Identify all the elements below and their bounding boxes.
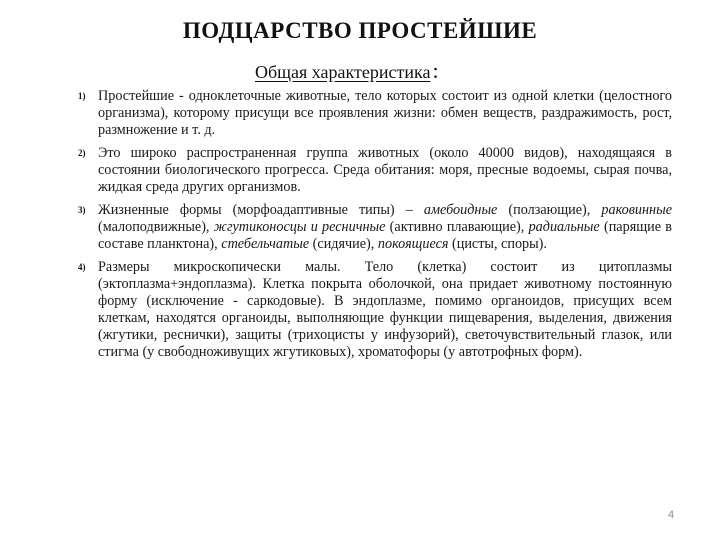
- text-run: (активно плавающие),: [385, 219, 529, 235]
- italic-term: покоящиеся: [377, 236, 449, 252]
- italic-term: жгутиконосцы и ресничные: [213, 219, 386, 235]
- item-number: 4): [78, 262, 86, 272]
- text-run: (цисты, споры).: [448, 236, 547, 252]
- text-run: Простейшие - одноклеточные животные, тело которых состоит из одной клетки (целостного организма), которому присущи все проявления жизни: обмен веществ, раздражимость, рост, размножение и т. д.: [98, 88, 672, 138]
- slide-subtitle: [255, 58, 439, 84]
- list-item: [78, 88, 672, 139]
- subtitle-text: Общая характеристика: [255, 62, 431, 82]
- item-number: 3): [78, 205, 86, 215]
- text-run: Размеры микроскопически малы. Тело (клетка) состоит из цитоплазмы (эктоплазма+эндоплазма). Клетка покрыта оболочкой, она придает животному постоянную форму (исключение - саркодовые). В эндоплазме, помимо органоидов, присущих всем клеткам, находятся органоиды, выполняющие функции пищеварения, выделения, движения (жгутики, реснички), защиты (трихоцисты у инфузорий), светочувствительный глазок, или стигма (у свободноживущих жгутиковых), хроматофоры (у автотрофных форм).: [98, 259, 672, 360]
- text-run: (парящие в составе планктона),: [98, 219, 672, 252]
- list-item: [78, 202, 672, 253]
- italic-term: раковинные: [601, 202, 672, 218]
- italic-term: стебельчатые: [221, 236, 310, 252]
- text-run: (ползающие),: [497, 202, 602, 218]
- item-text: [98, 259, 672, 361]
- italic-term: радиальные: [528, 219, 600, 235]
- subtitle-colon: :: [432, 58, 439, 83]
- slide-title: ПОДЦАРСТВО ПРОСТЕЙШИЕ: [182, 18, 538, 43]
- item-number: 2): [78, 148, 86, 158]
- characteristics-list: [78, 88, 672, 367]
- text-run: Жизненные формы (морфоадаптивные типы) –: [98, 202, 424, 218]
- text-run: (сидячие),: [309, 236, 378, 252]
- text-run: (малоподвижные),: [98, 219, 214, 235]
- item-number: 1): [78, 91, 86, 101]
- italic-term: амебоидные: [423, 202, 498, 218]
- item-text: [98, 145, 672, 196]
- list-item: [78, 259, 672, 361]
- item-text: [98, 202, 672, 253]
- list-item: [78, 145, 672, 196]
- item-text: [98, 88, 672, 139]
- text-run: Это широко распространенная группа животных (около 40000 видов), находящаяся в состоянии биологического прогресса. Среда обитания: моря, пресные водоемы, сырая почва, жидкая среда других организмов.: [98, 145, 672, 195]
- page-number: 4: [668, 509, 675, 521]
